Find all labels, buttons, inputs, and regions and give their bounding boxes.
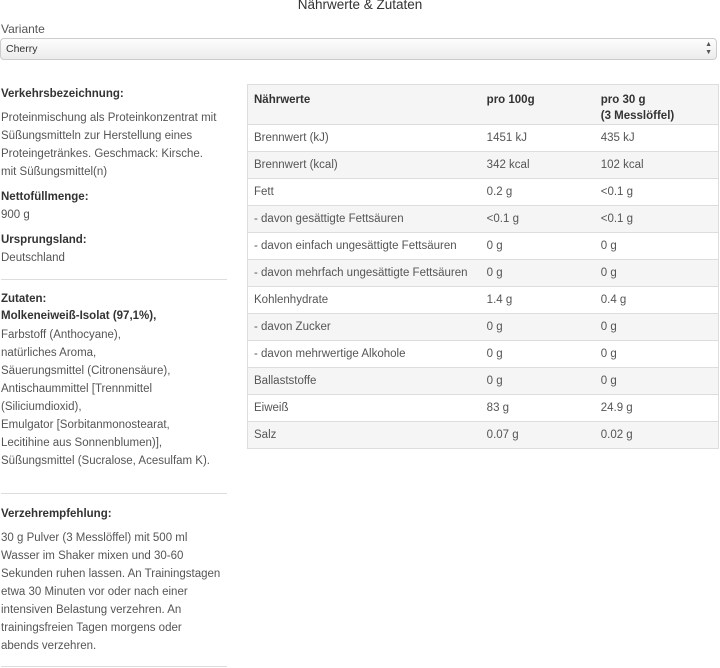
table-cell: - davon einfach ungesättigte Fettsäuren [248,233,481,260]
table-cell: Brennwert (kcal) [248,152,481,179]
table-cell: 0 g [481,368,595,395]
zutaten-main: Molkeneiweiß-Isolat (97,1%), [1,310,157,322]
table-cell: - davon Zucker [248,314,481,341]
variant-selected-value: Cherry [6,43,38,55]
ursprungsland-value: Deutschland [1,252,65,264]
table-row [248,179,719,206]
table-cell: - davon gesättigte Fettsäuren [248,206,481,233]
table-cell: 0 g [595,341,719,368]
table-header-row [248,85,719,125]
table-cell: 0.02 g [595,422,719,449]
table-cell: Brennwert (kJ) [248,125,481,152]
text-line: trainingsfreien Tagen morgens oder [1,622,182,634]
verzehr-text [1,529,227,655]
divider [1,666,227,667]
text-line: Wasser im Shaker mixen und 30-60 [1,550,184,562]
table-row [248,422,719,449]
zutaten-text [1,326,227,470]
table-cell: <0.1 g [481,206,595,233]
table-cell: 1451 kJ [481,125,595,152]
table-cell: 0.2 g [481,179,595,206]
text-line: Süßungsmitteln zur Herstellung eines [1,130,193,142]
nettofuellmenge-label: Nettofüllmenge: [1,191,89,203]
table-cell: 0 g [595,233,719,260]
text-line: Emulgator [Sorbitanmonostearat, [1,419,170,431]
ursprungsland-label: Ursprungsland: [1,234,87,246]
text-line: Proteingetränkes. Geschmack: Kirsche. [1,148,203,160]
table-cell: Kohlenhydrate [248,287,481,314]
table-row [248,341,719,368]
table-cell: 1.4 g [481,287,595,314]
nutrition-table [247,84,719,449]
text-line: Sekunden ruhen lassen. An Trainingstagen [1,568,221,580]
table-cell: 0 g [481,233,595,260]
text-line: etwa 30 Minuten vor oder nach einer [1,586,188,598]
table-cell: Fett [248,179,481,206]
table-row [248,206,719,233]
variant-label: Variante [1,22,45,36]
table-cell: <0.1 g [595,179,719,206]
table-row [248,287,719,314]
text-line: abends verzehren. [1,640,97,652]
table-cell: 0 g [481,314,595,341]
header-pro-30g: pro 30 g (3 Messlöffel) [595,85,719,125]
table-row [248,368,719,395]
table-cell: 342 kcal [481,152,595,179]
text-line: Antischaummittel [Trennmittel [1,383,153,395]
table-cell: Salz [248,422,481,449]
table-row [248,152,719,179]
table-cell: - davon mehrfach ungesättigte Fettsäuren [248,260,481,287]
table-row [248,314,719,341]
table-row [248,395,719,422]
text-line: mit Süßungsmittel(n) [1,166,108,178]
page-title: Nährwerte & Zutaten [297,0,423,12]
table-cell: 0 g [595,368,719,395]
table-cell: 102 kcal [595,152,719,179]
text-line: (Siliciumdioxid), [1,401,82,413]
text-line: Lecitihine aus Sonnenblumen)], [1,437,163,449]
divider [1,279,227,280]
table-cell: 0.07 g [481,422,595,449]
zutaten-label: Zutaten: [1,293,47,305]
verzehr-label: Verzehrempfehlung: [1,508,112,520]
table-cell: 24.9 g [595,395,719,422]
table-cell: 435 kJ [595,125,719,152]
table-cell: 0 g [481,260,595,287]
text-line: Süßungsmittel (Sucralose, Acesulfam K). [1,455,210,467]
variant-select[interactable] [0,38,717,60]
verkehrsbezeichnung-text [1,109,227,181]
text-line: Säuerungsmittel (Citronensäure), [1,365,171,377]
text-line: natürliches Aroma, [1,347,97,359]
table-row [248,260,719,287]
table-cell: - davon mehrwertige Alkohole [248,341,481,368]
table-cell: 0.4 g [595,287,719,314]
text-line: 30 g Pulver (3 Messlöffel) mit 500 ml [1,532,188,544]
table-row [248,125,719,152]
text-line: Proteinmischung als Proteinkonzentrat mit [1,112,217,124]
header-pro-100g: pro 100g [481,85,595,125]
table-cell: 0 g [595,314,719,341]
table-cell: 0 g [481,341,595,368]
table-cell: 0 g [595,260,719,287]
table-cell: Eiweiß [248,395,481,422]
divider [1,493,227,494]
header-naehrwerte: Nährwerte [248,85,481,125]
text-line: intensiven Belastung verzehren. An [1,604,182,616]
nettofuellmenge-value: 900 g [1,209,30,221]
select-arrows-icon: ▲ ▼ [705,41,712,56]
table-cell: Ballaststoffe [248,368,481,395]
verkehrsbezeichnung-label: Verkehrsbezeichnung: [1,88,124,100]
table-cell: 83 g [481,395,595,422]
table-cell: <0.1 g [595,206,719,233]
table-row [248,233,719,260]
text-line: Farbstoff (Anthocyane), [1,329,121,341]
